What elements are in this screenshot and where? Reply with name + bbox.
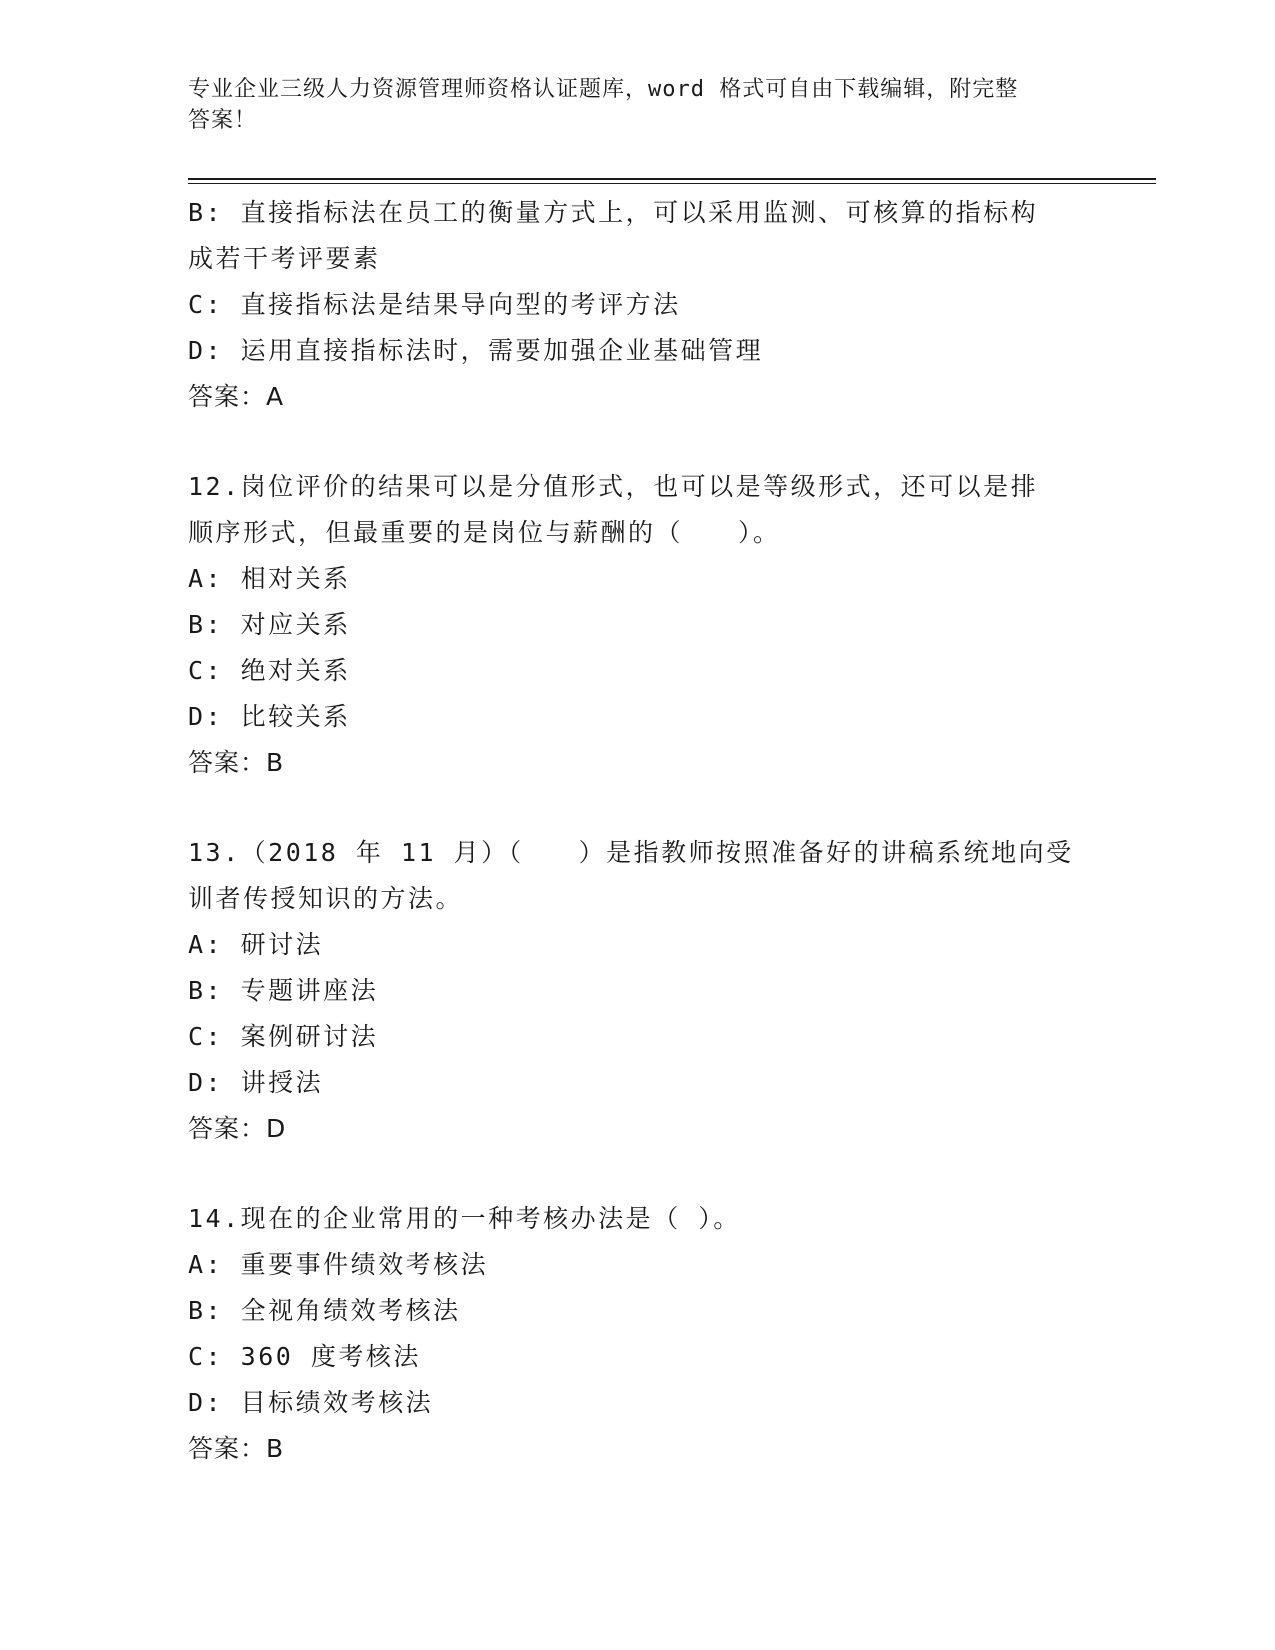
header-rule-thin xyxy=(188,183,1156,184)
header-rule-thick xyxy=(188,178,1156,180)
option-c: C: 直接指标法是结果导向型的考评方法 xyxy=(188,290,681,319)
answer: 答案：B xyxy=(188,748,285,777)
spacer xyxy=(188,1152,1088,1196)
option-a: A: 研讨法 xyxy=(188,930,324,959)
option-a: A: 相对关系 xyxy=(188,564,351,593)
spacer xyxy=(188,420,1088,464)
option-d: D: 运用直接指标法时，需要加强企业基础管理 xyxy=(188,336,764,365)
question-13 xyxy=(188,830,1088,1152)
document-header xyxy=(188,74,1088,136)
option-d: D: 目标绩效考核法 xyxy=(188,1388,434,1417)
option-c: C: 360 度考核法 xyxy=(188,1342,421,1371)
question-stem-line-1: 14.现在的企业常用的一种考核办法是（ ）。 xyxy=(188,1204,741,1233)
option-b: B: 全视角绩效考核法 xyxy=(188,1296,461,1325)
option-d: D: 比较关系 xyxy=(188,702,351,731)
header-line-1: 专业企业三级人力资源管理师资格认证题库，word 格式可自由下载编辑，附完整 xyxy=(188,77,1019,102)
header-line-2: 答案！ xyxy=(188,108,258,133)
answer: 答案：A xyxy=(188,382,285,411)
spacer xyxy=(188,786,1088,830)
question-stem-line-1: 12.岗位评价的结果可以是分值形式，也可以是等级形式，还可以是排 xyxy=(188,472,1039,501)
question-12 xyxy=(188,464,1088,786)
option-c: C: 绝对关系 xyxy=(188,656,351,685)
question-list xyxy=(188,190,1088,1472)
question-stem-line-2: 顺序形式，但最重要的是岗位与薪酬的（ ）。 xyxy=(188,518,781,547)
option-d: D: 讲授法 xyxy=(188,1068,324,1097)
question-14 xyxy=(188,1196,1088,1472)
option-c: C: 案例研讨法 xyxy=(188,1022,379,1051)
option-b-line-1: B: 直接指标法在员工的衡量方式上，可以采用监测、可核算的指标构 xyxy=(188,198,1039,227)
question-stem-line-1: 13.（2018 年 11 月）（ ）是指教师按照准备好的讲稿系统地向受 xyxy=(188,838,1074,867)
option-b: B: 对应关系 xyxy=(188,610,351,639)
option-a: A: 重要事件绩效考核法 xyxy=(188,1250,489,1279)
option-b-line-2: 成若干考评要素 xyxy=(188,244,381,273)
answer: 答案：D xyxy=(188,1114,287,1143)
option-b: B: 专题讲座法 xyxy=(188,976,379,1005)
question-11 xyxy=(188,190,1088,420)
question-stem-line-2: 训者传授知识的方法。 xyxy=(188,884,464,913)
answer: 答案：B xyxy=(188,1434,285,1463)
